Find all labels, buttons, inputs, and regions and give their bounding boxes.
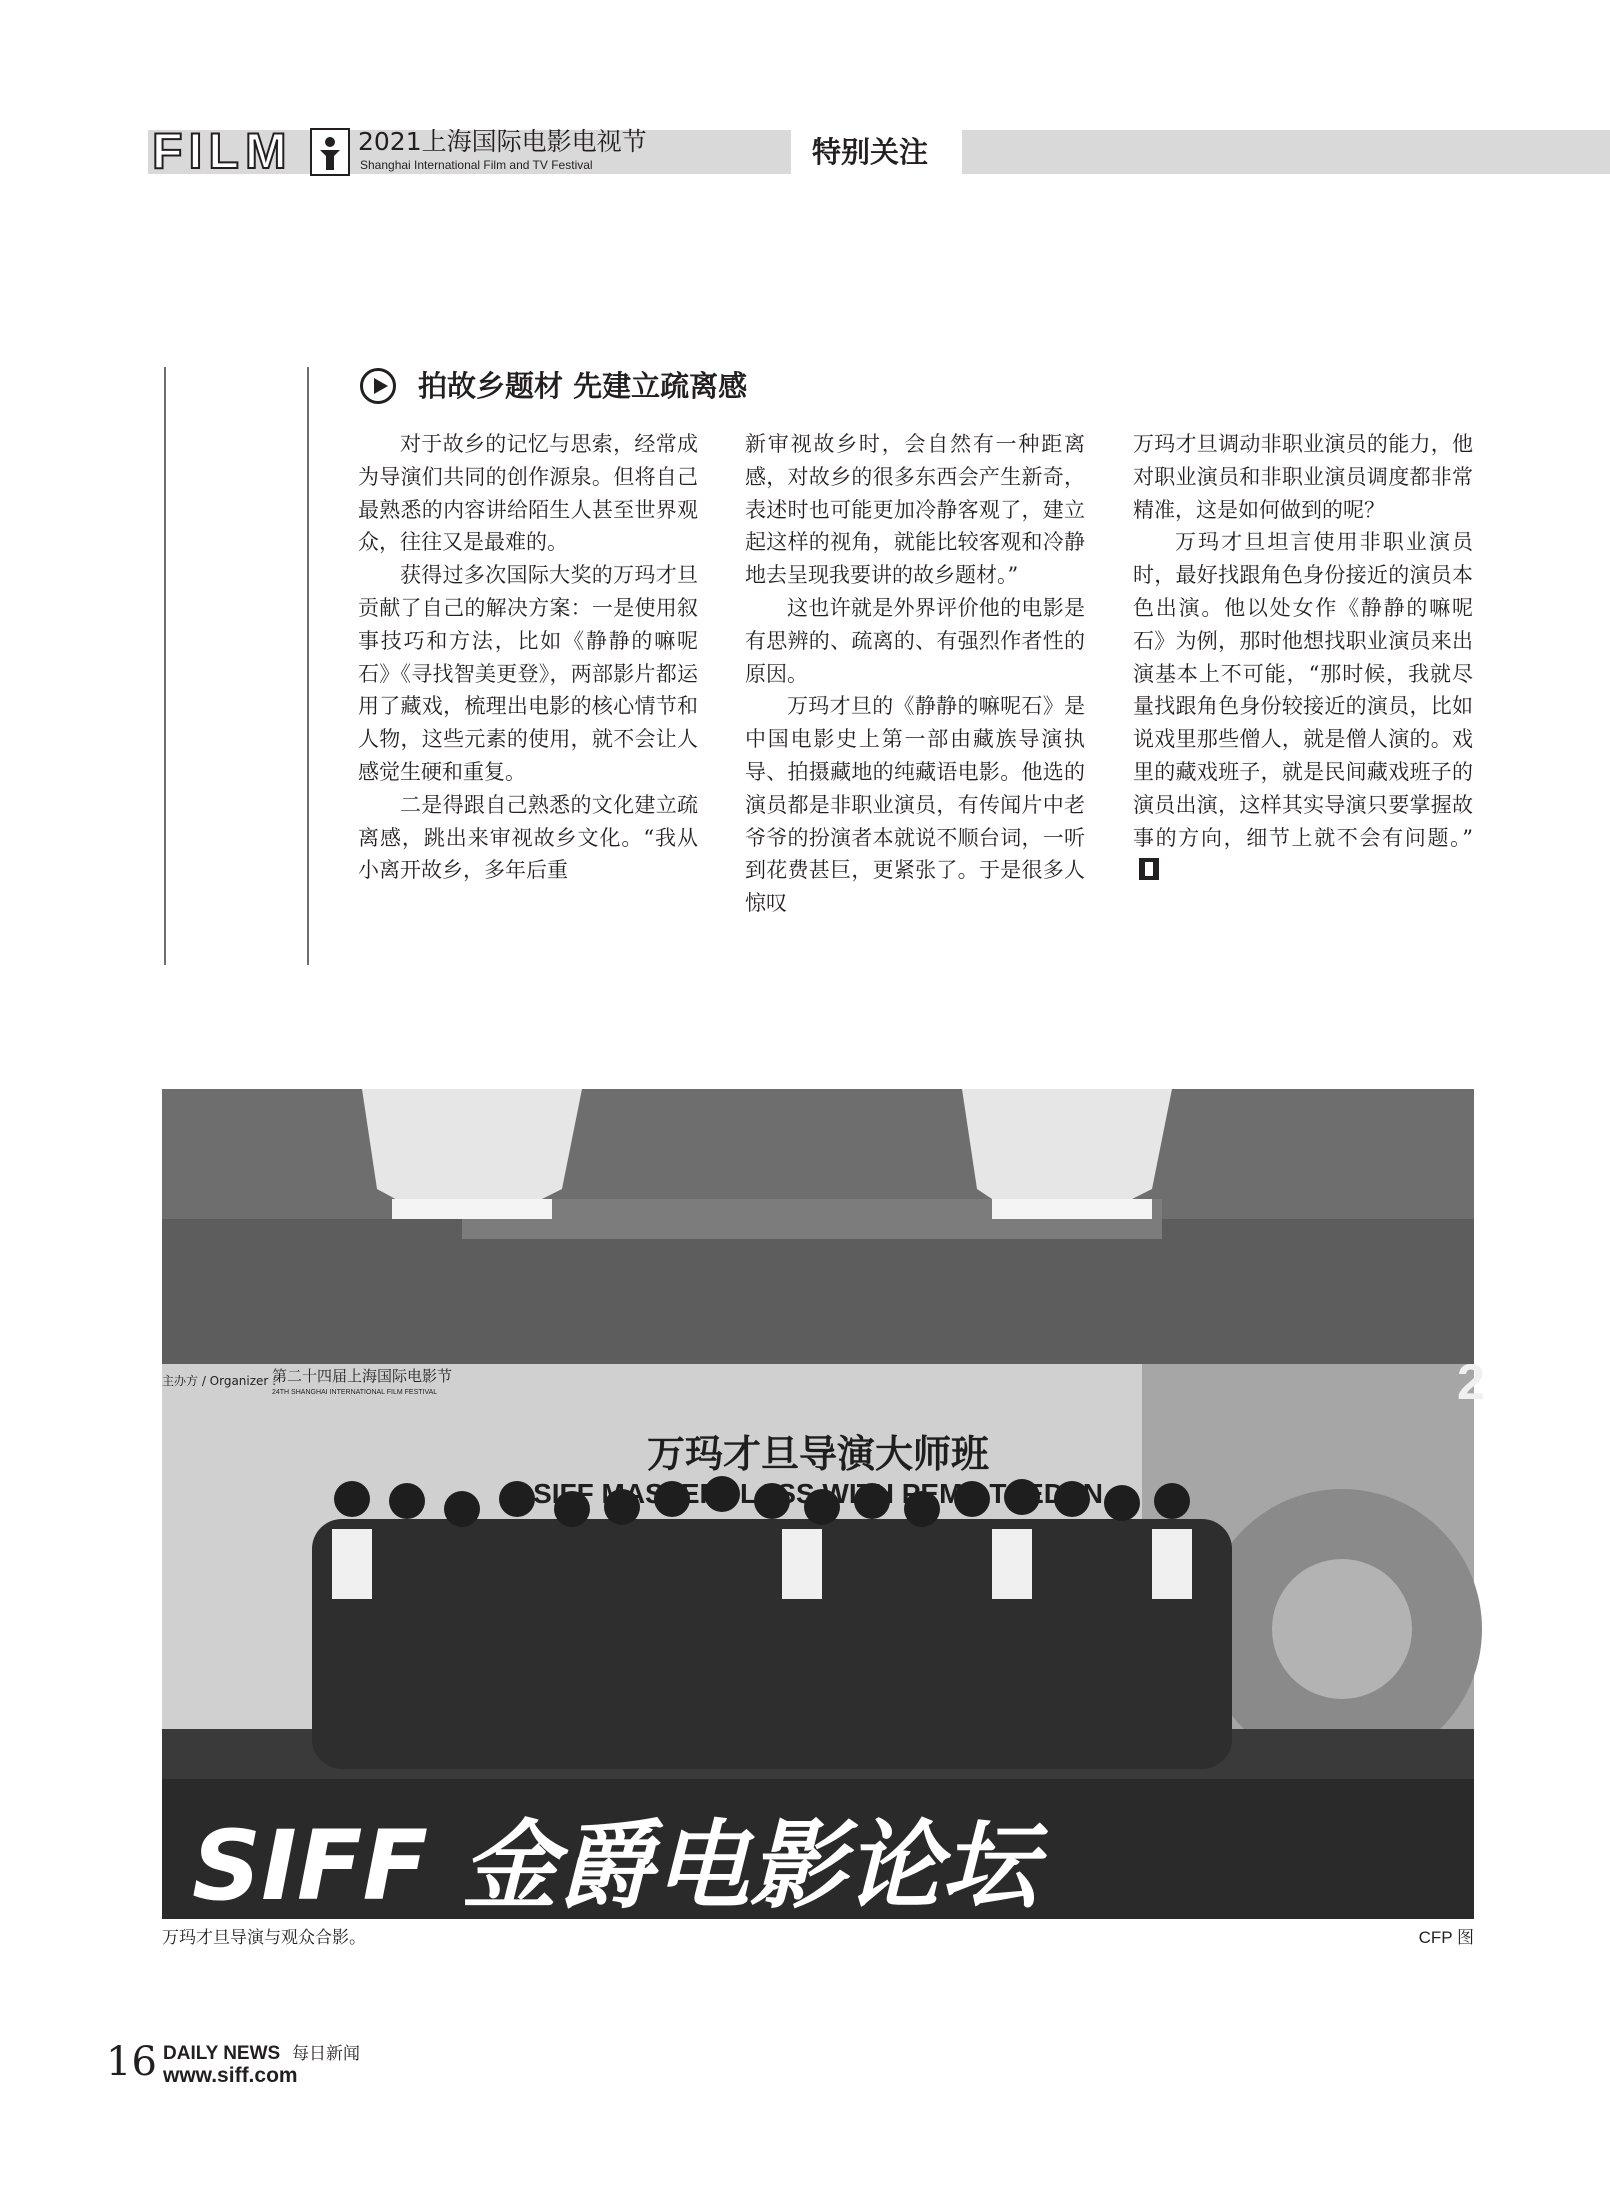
paragraph: 万玛才旦调动非职业演员的能力，他对职业演员和非职业演员调度都非常精准，这是如何做到的呢？ — [1133, 432, 1473, 522]
film-wordmark: FILM — [152, 123, 293, 179]
paragraph — [1133, 526, 1473, 887]
festival-logo-icon — [310, 128, 350, 176]
paragraph-text: 万玛才旦坦言使用非职业演员时，最好找跟角色身份接近的演员本色出演。他以处女作《静静的嘛呢石》为例，那时他想找职业演员来出演基本上不可能，“那时候，我就尽量找跟角色身份较接近的演员，比如说戏里那些僧人，就是僧人演的。戏里的藏戏班子，就是民间藏戏班子的演员出演，这样其实导演只要掌握故事的方向，细节上就不会有问题。” — [1133, 530, 1473, 850]
margin-rule — [307, 367, 309, 965]
backdrop-subtitle: SIFF MASTERCLASS WITH PEMA TSEDEN — [533, 1478, 1103, 1509]
publication-name-cn: 每日新闻 — [292, 2044, 360, 2064]
text-column-1 — [358, 428, 698, 887]
margin-rule — [164, 367, 166, 965]
backdrop-title: 万玛才旦导演大师班 — [646, 1432, 990, 1476]
publication-name-en: DAILY NEWS — [163, 2043, 281, 2064]
play-icon — [360, 368, 396, 404]
floor-banner: SIFF 金爵电影论坛 — [192, 1810, 1038, 1922]
group-photo — [162, 1089, 1485, 1922]
text-column-2 — [745, 428, 1085, 920]
paragraph: 对于故乡的记忆与思索，经常成为导演们共同的创作源泉。但将自己最熟悉的内容讲给陌生人甚至世界观众，往往又是最难的。 — [358, 432, 698, 555]
paragraph: 新审视故乡时，会自然有一种距离感，对故乡的很多东西会产生新奇，表述时也可能更加冷静客观了，建立起这样的视角，就能比较客观和冷静地去呈现我要讲的故乡题材。” — [745, 432, 1085, 588]
photo-caption: 万玛才旦导演与观众合影。 — [162, 1928, 366, 1948]
organizer-label: 主办方 / Organizer : — [162, 1374, 277, 1388]
website-url: www.siff.com — [163, 2064, 298, 2087]
paragraph: 获得过多次国际大奖的万玛才旦贡献了自己的解决方案：一是使用叙事技巧和方法，比如《静静的嘛呢石》《寻找智美更登》，两部影片都运用了藏戏，梳理出电影的核心情节和人物，这些元素的使用，就不会让人感觉生硬和重复。 — [358, 563, 698, 784]
end-mark-icon — [1139, 858, 1159, 880]
paragraph: 万玛才旦的《静静的嘛呢石》是中国电影史上第一部由藏族导演执导、拍摄藏地的纯藏语电影。他选的演员都是非职业演员，有传闻片中老爷爷的扮演者本就说不顺台词，一听到花费甚巨，更紧张了。于是很多人惊叹 — [745, 694, 1085, 916]
chandelier-left — [362, 1089, 582, 1219]
photo-credit: CFP 图 — [1418, 1928, 1474, 1947]
paragraph: 二是得跟自己熟悉的文化建立疏离感，跳出来审视故乡文化。“我从小离开故乡，多年后重 — [358, 792, 698, 883]
backdrop-edge-digit: 2 — [1457, 1354, 1485, 1410]
organizer-name-en: 24TH SHANGHAI INTERNATIONAL FILM FESTIVAL — [272, 1389, 438, 1396]
audience-group — [312, 1476, 1232, 1769]
festival-title-en: Shanghai International Film and TV Festival — [360, 158, 593, 172]
article-heading: 拍故乡题材 先建立疏离感 — [418, 369, 748, 403]
text-column-3 — [1133, 428, 1473, 887]
page-number: 16 — [106, 2039, 157, 2085]
chandelier-right — [962, 1089, 1172, 1219]
section-label: 特别关注 — [812, 135, 929, 169]
organizer-name-cn: 第二十四届上海国际电影节 — [272, 1367, 453, 1385]
paragraph: 这也许就是外界评价他的电影是有思辨的、疏离的、有强烈作者性的原因。 — [745, 595, 1085, 686]
festival-title-cn: 2021上海国际电影电视节 — [358, 127, 647, 156]
header-bar-right — [962, 130, 1610, 174]
